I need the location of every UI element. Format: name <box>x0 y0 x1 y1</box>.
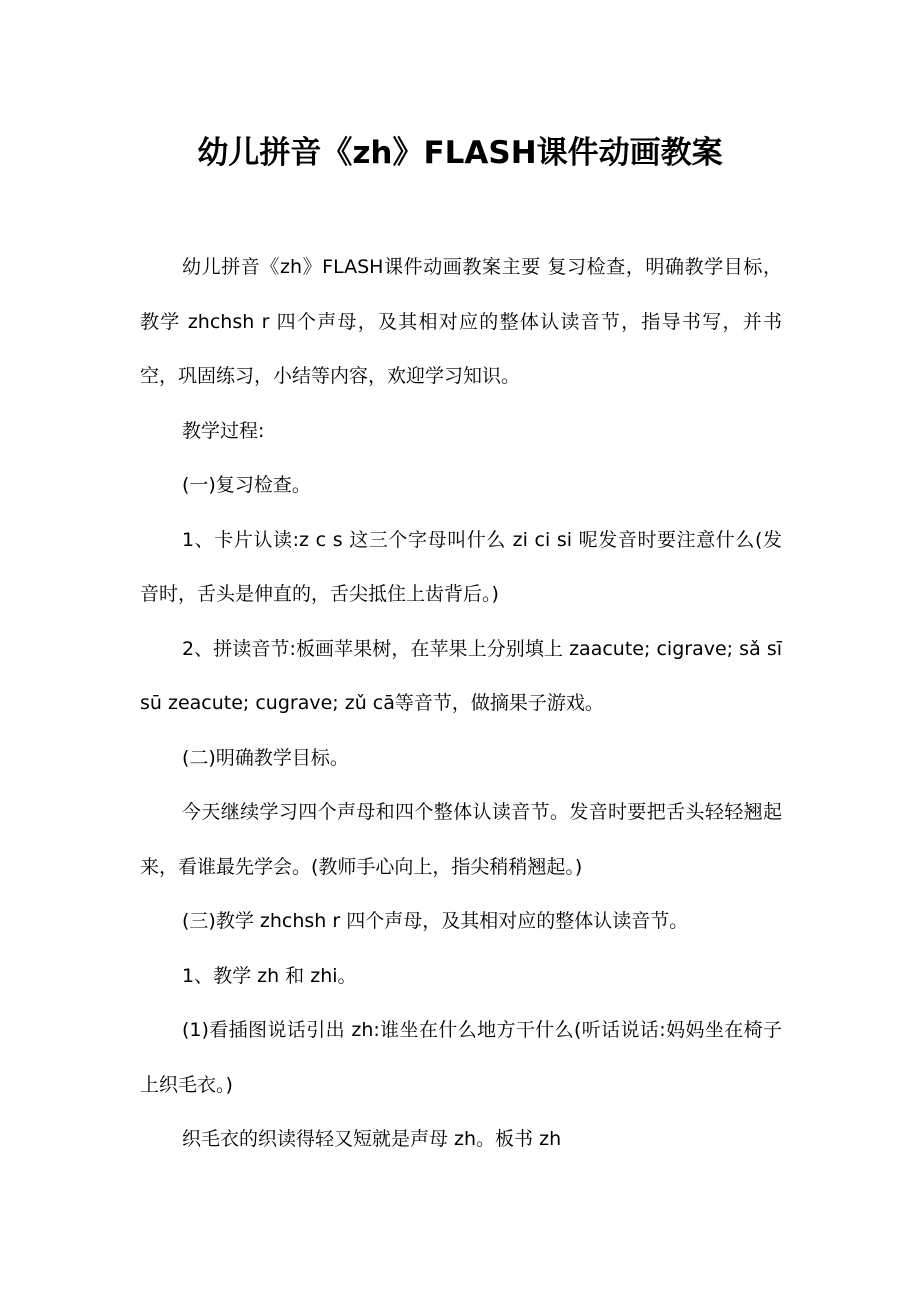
paragraph-process-heading: 教学过程: <box>182 419 265 442</box>
paragraph-board-writing: 织毛衣的织读得轻又短就是声母 zh。板书 zh <box>182 1128 562 1150</box>
paragraph-intro: 幼儿拼音《zh》FLASH课件动画教案主要 复习检查，明确教学目标，教学 zhchsh r 四个声母，及其相对应的整体认读音节，指导书写，并书空，巩固练习，小结等内容，欢迎学习知识。 <box>140 256 782 387</box>
paragraph-section-1-heading: (一)复习检查。 <box>182 474 311 496</box>
paragraph-card-reading: 1、卡片认读:z c s 这三个字母叫什么 zi ci si 呢发音时要注意什么(发音时，舌头是伸直的，舌尖抵住上齿背后。) <box>140 528 782 605</box>
paragraph-section-2-heading: (二)明确教学目标。 <box>182 746 349 769</box>
paragraph-today-goal: 今天继续学习四个声母和四个整体认读音节。发音时要把舌头轻轻翘起来，看谁最先学会。(教师手心向上，指尖稍稍翘起。) <box>140 801 782 878</box>
paragraph-section-3-heading: (三)教学 zhchsh r 四个声母，及其相对应的整体认读音节。 <box>182 910 689 932</box>
paragraph-syllable-reading: 2、拼读音节:板画苹果树，在苹果上分别填上 zaacute; cigrave; sǎ sī sū zeacute; cugrave; zǔ cā等音节，做摘果子游戏。 <box>140 637 782 714</box>
document-body <box>140 240 782 1167</box>
paragraph-picture-talk: (1)看插图说话引出 zh:谁坐在什么地方干什么(听话说话:妈妈坐在椅子上织毛衣。) <box>140 1019 782 1096</box>
document-title: 幼儿拼音《zh》FLASH课件动画教案 <box>197 134 723 171</box>
paragraph-teach-zh: 1、教学 zh 和 zhi。 <box>182 964 357 987</box>
